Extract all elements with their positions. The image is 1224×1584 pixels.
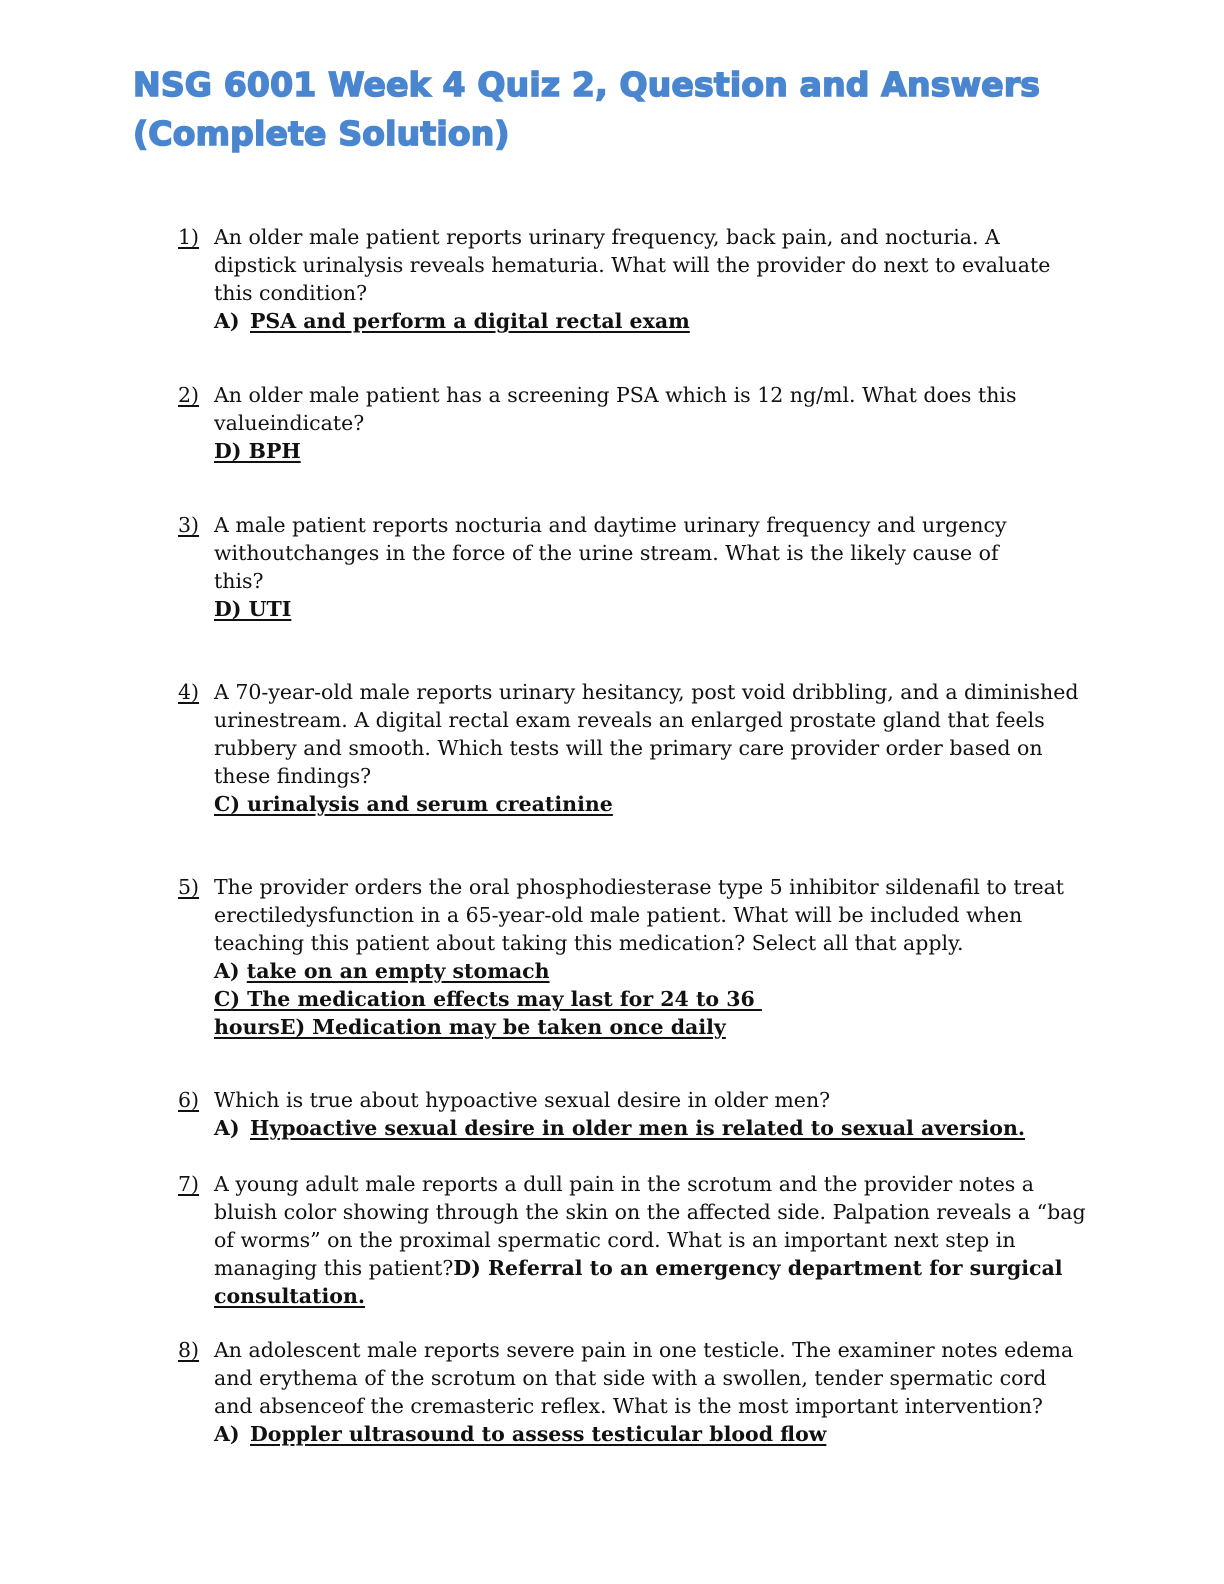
- question-line: [214, 1254, 1074, 1282]
- answer-text: C) The medication effects may last for 24 to 36: [214, 987, 762, 1011]
- question-line: Which is true about hypoactive sexual desire in older men?: [214, 1088, 831, 1112]
- question-text: [214, 873, 1074, 1041]
- question-number: 4): [178, 680, 200, 704]
- question-number: 3): [178, 513, 200, 537]
- question-line: A 70-year-old male reports urinary hesitancy, post void dribbling, and a diminished: [214, 680, 1079, 704]
- answer: [214, 957, 1074, 985]
- question-line: The provider orders the oral phosphodiesterase type 5 inhibitor sildenafil to treat: [214, 875, 1065, 899]
- question-text: [214, 223, 1074, 335]
- answer-text: C) urinalysis and serum creatinine: [214, 792, 613, 816]
- answer-text: consultation.: [214, 1284, 366, 1308]
- question-line: An older male patient reports urinary frequency, back pain, and nocturia. A: [214, 225, 1000, 249]
- question-number: 8): [178, 1338, 200, 1362]
- answer-text: take on an empty stomach: [246, 959, 550, 983]
- answer: [214, 985, 1074, 1013]
- answer-text: D) BPH: [214, 439, 301, 463]
- question-text: [214, 1086, 1074, 1142]
- answer-prefix: A): [214, 1116, 240, 1140]
- answer: [214, 307, 1074, 335]
- question-text: [214, 511, 1074, 623]
- question-line: A young adult male reports a dull pain in the scrotum and the provider notes a: [214, 1172, 1034, 1196]
- question-line: these findings?: [214, 764, 372, 788]
- question-text: [214, 381, 1074, 465]
- question-number: 6): [178, 1088, 200, 1112]
- answer: [214, 790, 1074, 818]
- answer: [214, 1114, 1074, 1142]
- question-number: 5): [178, 875, 200, 899]
- question-line: erectiledysfunction in a 65-year-old male patient. What will be included when: [214, 903, 1023, 927]
- answer: [214, 437, 1074, 465]
- answer-text: Doppler ultrasound to assess testicular blood flow: [250, 1422, 827, 1446]
- question-line: valueindicate?: [214, 411, 365, 435]
- document-title: [133, 60, 1113, 158]
- question-number: 7): [178, 1172, 200, 1196]
- answer-prefix: A): [214, 309, 240, 333]
- question-line: and absenceof the cremasteric reflex. What is the most important intervention?: [214, 1394, 1043, 1418]
- question-line: An adolescent male reports severe pain in one testicle. The examiner notes edema: [214, 1338, 1074, 1362]
- question-text: [214, 1170, 1086, 1310]
- question-line-end: managing this patient?: [214, 1256, 454, 1280]
- question-number: 1): [178, 225, 200, 249]
- title-line-1: NSG 6001 Week 4 Quiz 2, Question and Answers: [133, 65, 1041, 104]
- question-line: this condition?: [214, 281, 368, 305]
- answer-text: D) Referral to an emergency department for surgical: [453, 1256, 1070, 1280]
- answer-text: PSA and perform a digital rectal exam: [250, 309, 690, 333]
- answer-text: D) UTI: [214, 597, 292, 621]
- question-line: of worms” on the proximal spermatic cord. What is an important next step in: [214, 1228, 1016, 1252]
- question-line: teaching this patient about taking this medication? Select all that apply.: [214, 931, 964, 955]
- question-line: this?: [214, 569, 264, 593]
- answer: [214, 1282, 1074, 1310]
- question-line: dipstick urinalysis reveals hematuria. What will the provider do next to evaluate: [214, 253, 1051, 277]
- answer-text: Hypoactive sexual desire in older men is related to sexual aversion.: [250, 1116, 1026, 1140]
- answer-prefix: A): [214, 1422, 240, 1446]
- question-text: [214, 678, 1079, 818]
- answer: [214, 1420, 1074, 1448]
- answer: [214, 595, 1074, 623]
- question-line: urinestream. A digital rectal exam reveals an enlarged prostate gland that feels: [214, 708, 1045, 732]
- question-line: withoutchanges in the force of the urine stream. What is the likely cause of: [214, 541, 999, 565]
- question-line: An older male patient has a screening PSA which is 12 ng/ml. What does this: [214, 383, 1017, 407]
- question-text: [214, 1336, 1074, 1448]
- answer-prefix: A): [214, 959, 240, 983]
- answer: [214, 1013, 1074, 1041]
- question-line: and erythema of the scrotum on that side with a swollen, tender spermatic cord: [214, 1366, 1047, 1390]
- question-line: rubbery and smooth. Which tests will the primary care provider order based on: [214, 736, 1043, 760]
- question-line: A male patient reports nocturia and daytime urinary frequency and urgency: [214, 513, 1007, 537]
- question-line: bluish color showing through the skin on the affected side. Palpation reveals a “bag: [214, 1200, 1086, 1224]
- title-line-2: (Complete Solution): [133, 114, 510, 153]
- question-number: 2): [178, 383, 200, 407]
- answer-text: hoursE) Medication may be taken once daily: [214, 1015, 726, 1039]
